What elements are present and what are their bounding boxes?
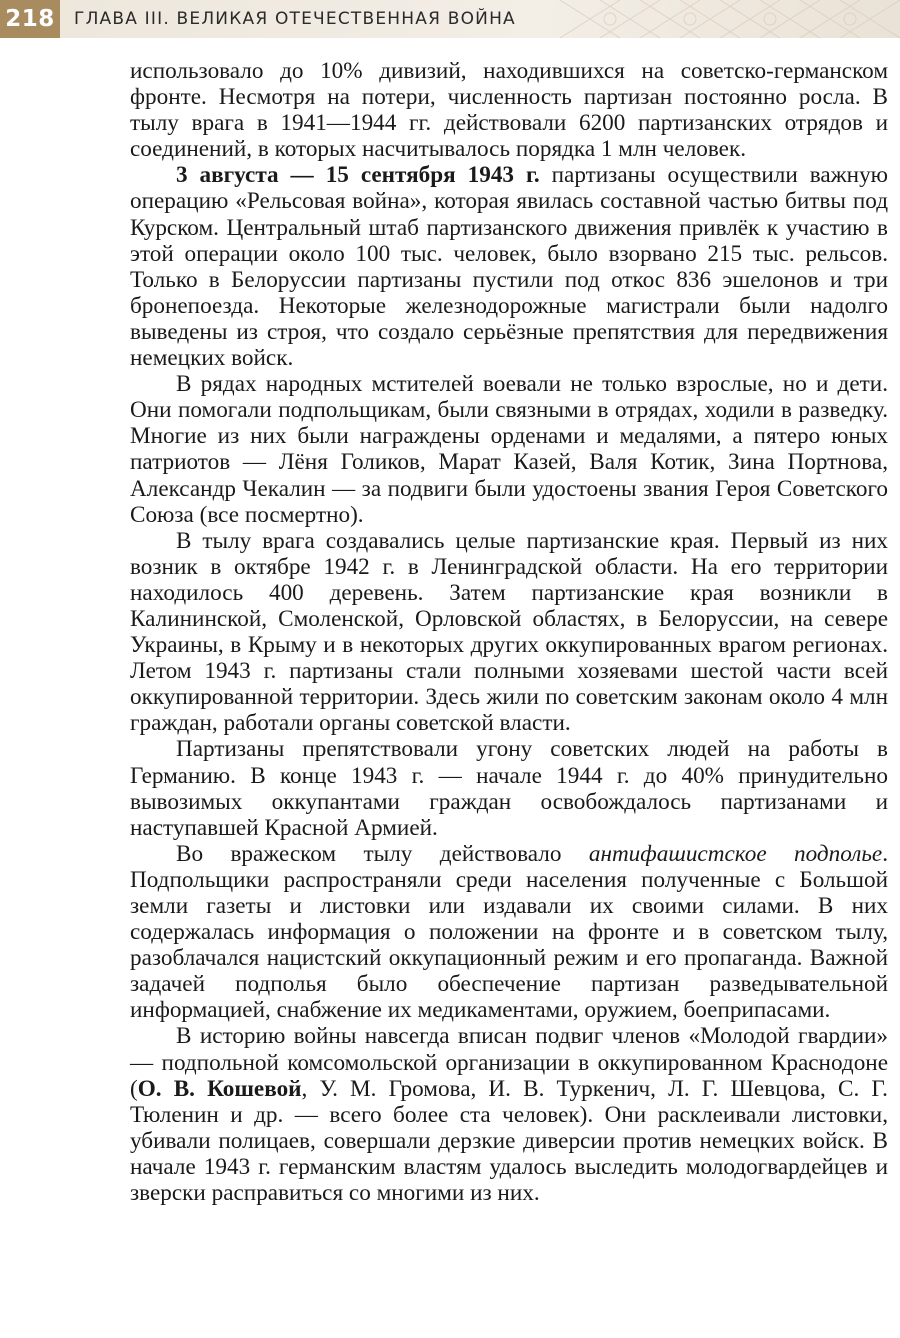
paragraph-text: Партизаны препятствовали угону советских людей на работы в Германию. В конце 1943 г. — начале 1944 г. до 40% принудительно вывозимых оккупантами граждан освобождалось партизанами и наступавшей Красной Армией. bbox=[130, 736, 888, 841]
paragraph-text: использовало до 10% дивизий, находившихся на советско-германском фронте. Несмотря на потери, численность партизан постоянно росла. В тылу врага в 1941—1944 гг. действовали 6200 партизанских отрядов и соединений, в которых насчитывалось порядка 1 млн человек. bbox=[130, 58, 888, 163]
paragraph-text: Во вражеском тылу действовало bbox=[176, 840, 589, 867]
paragraph bbox=[130, 736, 888, 840]
paragraph-text: партизаны осуществили важную операцию «Рельсовая война», которая явилась составной частью битвы под Курском. Центральный штаб партизанского движения привлёк к участию в этой операции около 100 тыс. человек, было взорвано 215 тыс. рельсов. Только в Белоруссии партизаны пустили под откос 836 эшелонов и три бронепоезда. Некоторые железнодорожные магистрали были надолго выведены из строя, что создало серьёзные препятствия для передвижения немецких войск. bbox=[130, 162, 888, 372]
paragraph bbox=[130, 528, 888, 737]
paragraph bbox=[130, 371, 888, 528]
date-emphasis: 3 августа — 15 сентября 1943 г. bbox=[176, 162, 540, 189]
paragraph bbox=[130, 841, 888, 1024]
paragraph-text: . Подпольщики распространяли среди населения полученные с Большой земли газеты и листовки или издавали их своими силами. В них содержалась информация о положении на фронте и в советском тылу, разоблачался нацистский оккупационный режим и его пропаганда. Важной задачей подполья было обеспечение партизан разведывательной информацией, снабжение их медикаментами, оружием, боеприпасами. bbox=[130, 840, 888, 1024]
paragraph-text: В историю войны навсегда вписан подвиг членов «Молодой гвардии» — подпольной комсомольской организации в оккупированном Краснодоне ( bbox=[130, 1023, 888, 1102]
paragraph-text: В рядах народных мстителей воевали не только взрослые, но и дети. Они помогали подпольщикам, были связными в отрядах, ходили в разведку. Многие из них были награждены орденами и медалями, а пятеро юных патриотов — Лёня Голиков, Марат Казей, Валя Котик, Зина Портнова, Александр Чекалин — за подвиги были удостоены звания Героя Советского Союза (все посмертно). bbox=[130, 371, 888, 528]
paragraph bbox=[130, 58, 888, 162]
body-text bbox=[130, 58, 888, 1206]
page-number: 218 bbox=[0, 0, 60, 38]
page-header bbox=[0, 0, 900, 38]
term-emphasis: антифашистское подполье bbox=[588, 840, 883, 867]
paragraph bbox=[130, 162, 888, 371]
name-emphasis: О. В. Кошевой bbox=[137, 1075, 302, 1102]
chapter-title: ГЛАВА III. ВЕЛИКАЯ ОТЕЧЕСТВЕННАЯ ВОЙНА bbox=[74, 9, 516, 29]
paragraph-text: В тылу врага создавались целые партизанские края. Первый из них возник в октябре 1942 г. в Ленинградской области. На его территории находилось 400 деревень. Затем партизанские края возникли в Калининской, Смоленской, Орловской областях, в Белоруссии, на севере Украины, в Крыму и в некоторых других оккупированных врагом регионах. Летом 1943 г. партизаны стали полными хозяевами шестой части всей оккупированной территории. Здесь жили по советским законам около 4 млн граждан, работали органы советской власти. bbox=[130, 527, 888, 737]
paragraph-text: , У. М. Громова, И. В. Туркенич, Л. Г. Шевцова, С. Г. Тюленин и др. — всего более ста человек). Они расклеивали листовки, убивали полицаев, совершали дерзкие диверсии против немецких войск. В начале 1943 г. германским властям удалось выследить молодогвардейцев и зверски расправиться со многими из них. bbox=[130, 1075, 888, 1207]
paragraph bbox=[130, 1023, 888, 1206]
